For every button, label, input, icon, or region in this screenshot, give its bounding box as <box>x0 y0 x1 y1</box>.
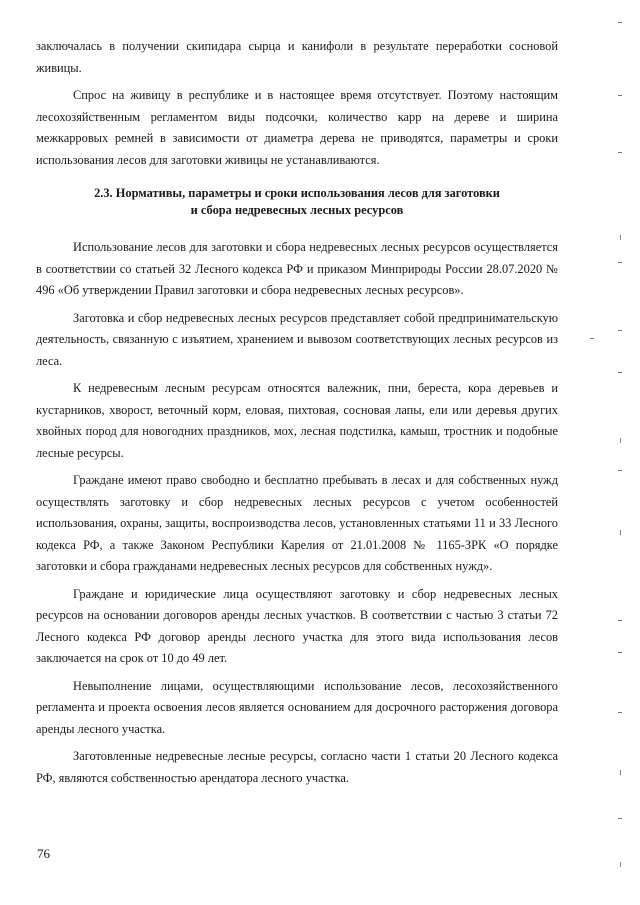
paragraph-resource-list: К недревесным лесным ресурсам относятся валежник, пни, береста, кора деревьев и кустарников, хворост, веточный корм, еловая, пихтовая, сосновая лапы, ели или деревья других хвойных пород для новогодних праздников, мох, лесная подстилка, камыш, тростник и подобные лесные ресурсы. <box>36 381 558 460</box>
scan-edge-mark <box>620 530 621 535</box>
scan-edge-mark <box>618 372 622 373</box>
scan-edge-mark <box>618 152 622 153</box>
paragraph-definition: Заготовка и сбор недревесных лесных ресурсов представляет собой предпринимательскую деятельность, связанную с изъятием, хранением и вывозом соответствующих лесных ресурсов из леса. <box>36 310 558 368</box>
paragraph-lease-basis: Граждане и юридические лица осуществляют заготовку и сбор недревесных лесных ресурсов на основании договоров аренды лесных участков. В соответствии с частью 3 статьи 72 Лесного кодекса РФ договор аренды лесного участка для этого вида использования лесов заключается на срок от 10 до 49 лет. <box>36 586 558 665</box>
paragraph-ownership: Заготовленные недревесные лесные ресурсы, согласно части 1 статьи 20 Лесного кодекса РФ, являются собственностью арендатора лесного участка. <box>36 749 558 785</box>
scan-edge-mark <box>618 22 622 23</box>
scan-edge-mark <box>590 338 594 339</box>
section-heading-line-1: 2.3. Нормативы, параметры и сроки использования лесов для заготовки <box>94 186 500 200</box>
paragraph-legal-basis: Использование лесов для заготовки и сбора недревесных лесных ресурсов осуществляется в соответствии со статьей 32 Лесного кодекса РФ и приказом Минприроды России 28.07.2020 № 496 «Об утверждении Правил заготовки и сбора недревесных лесных ресурсов». <box>36 240 558 297</box>
scan-edge-mark <box>618 262 622 263</box>
scan-edge-mark <box>620 770 621 775</box>
scan-edge-mark <box>618 470 622 471</box>
page-number: 76 <box>37 846 50 861</box>
scan-edge-mark <box>618 652 622 653</box>
scan-edge-mark <box>620 862 621 867</box>
page-body <box>36 36 558 789</box>
paragraph-resin-demand: Спрос на живицу в республике и в настоящее время отсутствует. Поэтому настоящим лесохозяйственным регламентом виды подсочки, количество карр на дереве и ширина межкарровых ремней в зависимости от диаметра дерева не приводятся, параметры и сроки использования лесов для заготовки живицы не устанавливаются. <box>36 88 558 167</box>
paragraph-continuation: заключалась в получении скипидара сырца и канифоли в результате переработки сосновой живицы. <box>36 39 558 75</box>
section-heading <box>36 185 558 219</box>
scan-edge-mark <box>618 712 622 713</box>
paragraph-citizens-rights: Граждане имеют право свободно и бесплатно пребывать в лесах и для собственных нужд осуществлять заготовку и сбор недревесных лесных ресурсов с учетом особенностей использования, охраны, защиты, воспроизводства лесов, установленных статьями 11 и 33 Лесного кодекса РФ, а также Законом Республики Карелия от 21.01.2008 № 1165-ЗРК «О порядке заготовки и сбора гражданами недревесных лесных ресурсов для собственных нужд». <box>36 473 558 573</box>
scan-edge-mark <box>620 235 621 240</box>
section-heading-line-2: и сбора недревесных лесных ресурсов <box>190 203 404 217</box>
scan-edge-mark <box>618 818 622 819</box>
paragraph-termination: Невыполнение лицами, осуществляющими использование лесов, лесохозяйственного регламента и проекта освоения лесов является основанием для досрочного расторжения договора аренды лесного участка. <box>36 678 558 736</box>
scan-edge-mark <box>620 438 621 443</box>
scan-edge-mark <box>618 620 622 621</box>
scan-edge-mark <box>618 95 622 96</box>
scan-edge-mark <box>618 330 622 331</box>
